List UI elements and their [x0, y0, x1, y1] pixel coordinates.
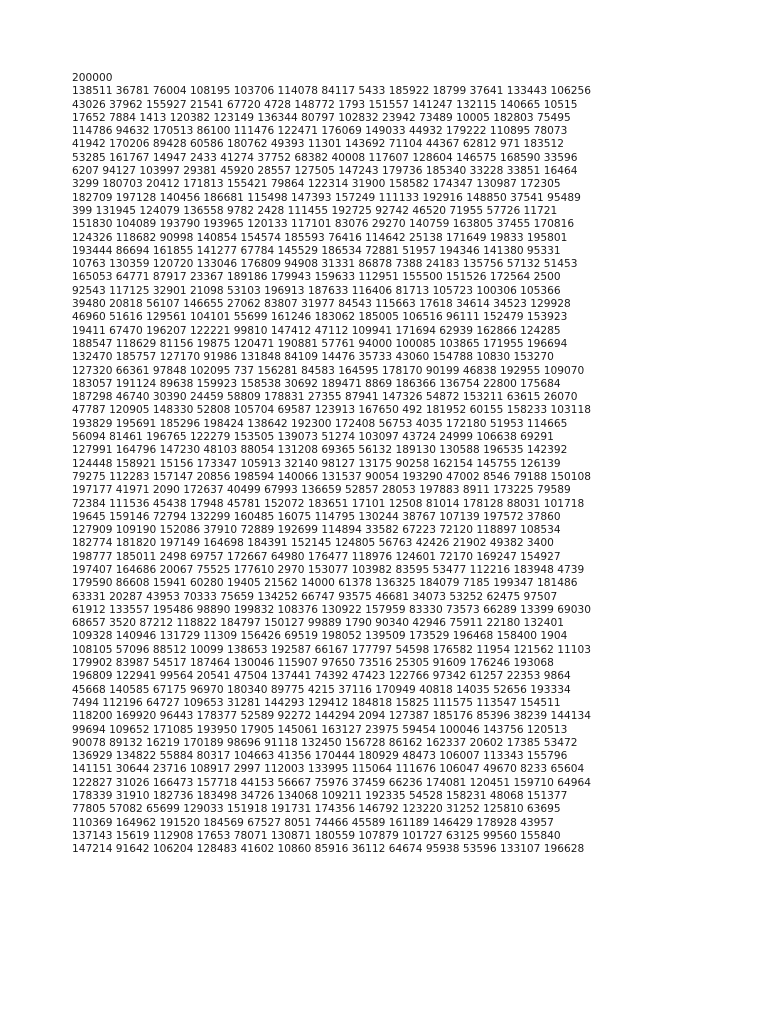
number-line: 197177 41971 2090 172637 40499 67993 136659 52857 28053 197883 8911 173225 79589: [72, 484, 571, 497]
number-line: 178339 31910 182736 183498 34726 134068 109211 192335 54528 158231 48068 151377: [72, 790, 568, 803]
number-line: 399 131945 124079 136558 9782 2428 111455 192725 92742 46520 71955 57726 11721: [72, 204, 558, 217]
number-line: 19411 67470 196207 122221 99810 147412 47112 109941 171694 62939 162866 124285: [72, 324, 561, 337]
number-line: 108105 57096 88512 10099 138653 192587 66167 177797 54598 176582 11954 121562 11103: [72, 643, 591, 656]
number-line: 6207 94127 103997 29381 45920 28557 127505 147243 179736 185340 33228 33851 16464: [72, 165, 578, 178]
number-line: 193829 195691 185296 198424 138642 192300 172408 56753 4035 172180 51953 114665: [72, 417, 568, 430]
number-line: 3299 180703 20412 171813 155421 79864 122314 31900 158582 174347 130987 172305: [72, 178, 561, 191]
number-line: 151830 104089 193790 193965 120133 117101 83076 29270 140759 163805 37455 170816: [72, 218, 575, 231]
number-line: 61912 133557 195486 98890 199832 108376 130922 157959 83330 73573 66289 13399 69030: [72, 603, 591, 616]
number-line: 127991 164796 147230 48103 88054 131208 69365 56132 189130 130588 196535 142392: [72, 444, 568, 457]
document-header: 200000: [72, 72, 113, 84]
number-line: 17652 7884 1413 120382 123149 136344 80797 102832 23942 73489 10005 182803 75495: [72, 111, 571, 124]
number-line: 43026 37962 155927 21541 67720 4728 148772 1793 151557 141247 132115 140665 10515: [72, 98, 578, 111]
number-line: 187298 46740 30390 24459 58809 178831 27355 87941 147326 54872 153211 63615 26070: [72, 391, 578, 404]
number-line: 114786 94632 170513 86100 111476 122471 176069 149033 44932 179222 110895 78073: [72, 125, 568, 138]
number-line: 122827 31026 166473 157718 44153 56667 75976 37459 66236 174081 120451 159710 64964: [72, 776, 591, 789]
number-line: 110369 164962 191520 184569 67527 8051 74466 45589 161189 146429 178928 43957: [72, 816, 554, 829]
number-line: 165053 64771 87917 23367 189186 179943 159633 112951 155500 151526 172564 2500: [72, 271, 561, 284]
number-line: 41942 170206 89428 60586 180762 49393 11301 143692 71104 44367 62812 971 183512: [72, 138, 564, 151]
number-line: 198777 185011 2498 69757 172667 64980 176477 118976 124601 72170 169247 154927: [72, 550, 561, 563]
number-line: 127909 109190 152086 37910 72889 192699 114894 33582 67223 72120 118897 108534: [72, 524, 561, 537]
number-line: 118200 169920 96443 178377 52589 92272 144294 2094 127387 185176 85396 38239 144134: [72, 710, 591, 723]
number-line: 196809 122941 99564 20541 47504 137441 74392 47423 122766 97342 61257 22353 9864: [72, 670, 571, 683]
number-line: 124448 158921 15156 173347 105913 32140 98127 13175 90258 162154 145755 126139: [72, 457, 561, 470]
number-line: 47787 120905 148330 52808 105704 69587 123913 167650 492 181952 60155 158233 103118: [72, 404, 591, 417]
number-line: 124326 118682 90998 140854 154574 185593 76416 114642 25138 171649 19833 195801: [72, 231, 568, 244]
number-line: 79275 112283 157147 20856 198594 140066 131537 90054 193290 47002 8546 79188 150108: [72, 470, 591, 483]
document-page: [72, 72, 762, 857]
number-line: 127320 66361 97848 102095 737 156281 84583 164595 178170 90199 46838 192955 109070: [72, 364, 585, 377]
number-line: 179902 83987 54517 187464 130046 115907 97650 73516 25305 91609 176246 193068: [72, 657, 554, 670]
number-line: 179590 86608 15941 60280 19405 21562 14000 61378 136325 184079 7185 199347 181486: [72, 577, 578, 590]
number-line: 147214 91642 106204 128483 41602 10860 85916 36112 64674 95938 53596 133107 196628: [72, 843, 585, 856]
number-line: 10763 130359 120720 133046 176809 94908 31331 86878 7388 24183 135756 57132 51453: [72, 258, 578, 271]
number-line: 109328 140946 131729 11309 156426 69519 198052 139509 173529 196468 158400 1904: [72, 630, 568, 643]
number-line: 77805 57082 65699 129033 151918 191731 174356 146792 123220 31252 125810 63695: [72, 803, 561, 816]
number-lines: [72, 85, 762, 856]
number-line: 99694 109652 171085 193950 17905 145061 163127 23975 59454 100046 143756 120513: [72, 723, 568, 736]
number-line: 63331 20287 43953 70333 75659 134252 66747 93575 46681 34073 53252 62475 97507: [72, 590, 558, 603]
number-line: 182709 197128 140456 186681 115498 147393 157249 111133 192916 148850 37541 95489: [72, 191, 581, 204]
number-line: 39480 20818 56107 146655 27062 83807 31977 84543 115663 17618 34614 34523 129928: [72, 298, 571, 311]
number-line: 183057 191124 89638 159923 158538 30692 189471 8869 186366 136754 22800 175684: [72, 377, 561, 390]
number-line: 68657 3520 87212 118822 184797 150127 99889 1790 90340 42946 75911 22180 132401: [72, 617, 564, 630]
number-line: 92543 117125 32901 21098 53103 196913 187633 116406 81713 105723 100306 105366: [72, 284, 561, 297]
number-line: 197407 164686 20067 75525 177610 2970 153077 103982 83595 53477 112216 183948 4739: [72, 563, 585, 576]
number-line: 19645 159146 72794 132299 160485 16075 114795 130244 38767 107139 197572 37860: [72, 510, 561, 523]
number-line: 45668 140585 67175 96970 180340 89775 4215 37116 170949 40818 14035 52656 193334: [72, 683, 571, 696]
number-line: 56094 81461 196765 122279 153505 139073 51274 103097 43724 24999 106638 69291: [72, 431, 554, 444]
number-line: 137143 15619 112908 17653 78071 130871 180559 107879 101727 63125 99560 155840: [72, 829, 561, 842]
number-line: 188547 118629 81156 19875 120471 190881 57761 94000 100085 103865 171955 196694: [72, 337, 568, 350]
number-line: 193444 86694 161855 141277 67784 145529 186534 72881 51957 194346 141380 95331: [72, 244, 561, 257]
number-line: 136929 134822 55884 80317 104663 41356 170444 180929 48473 106007 113343 155796: [72, 750, 568, 763]
number-line: 7494 112196 64727 109653 31281 144293 129412 184818 15825 111575 113547 154511: [72, 696, 561, 709]
number-line: 72384 111536 45438 17948 45781 152072 183651 17101 12508 81014 178128 88031 101718: [72, 497, 585, 510]
number-line: 132470 185757 127170 91986 131848 84109 14476 35733 43060 154788 10830 153270: [72, 351, 554, 364]
number-line: 182774 181820 197149 164698 184391 152145 124805 56763 42426 21902 49382 3400: [72, 537, 554, 550]
number-line: 53285 161767 14947 2433 41274 37752 68382 40008 117607 128604 146575 168590 33596: [72, 151, 578, 164]
number-line: 90078 89132 16219 170189 98696 91118 132450 156728 86162 162337 20602 17385 53472: [72, 736, 578, 749]
number-line: 141151 30644 23716 108917 2997 112003 133995 115064 111676 106047 49670 8233 65604: [72, 763, 585, 776]
number-line: 46960 51616 129561 104101 55699 161246 183062 185005 106516 96111 152479 153923: [72, 311, 568, 324]
number-line: 138511 36781 76004 108195 103706 114078 84117 5433 185922 18799 37641 133443 106256: [72, 85, 591, 98]
